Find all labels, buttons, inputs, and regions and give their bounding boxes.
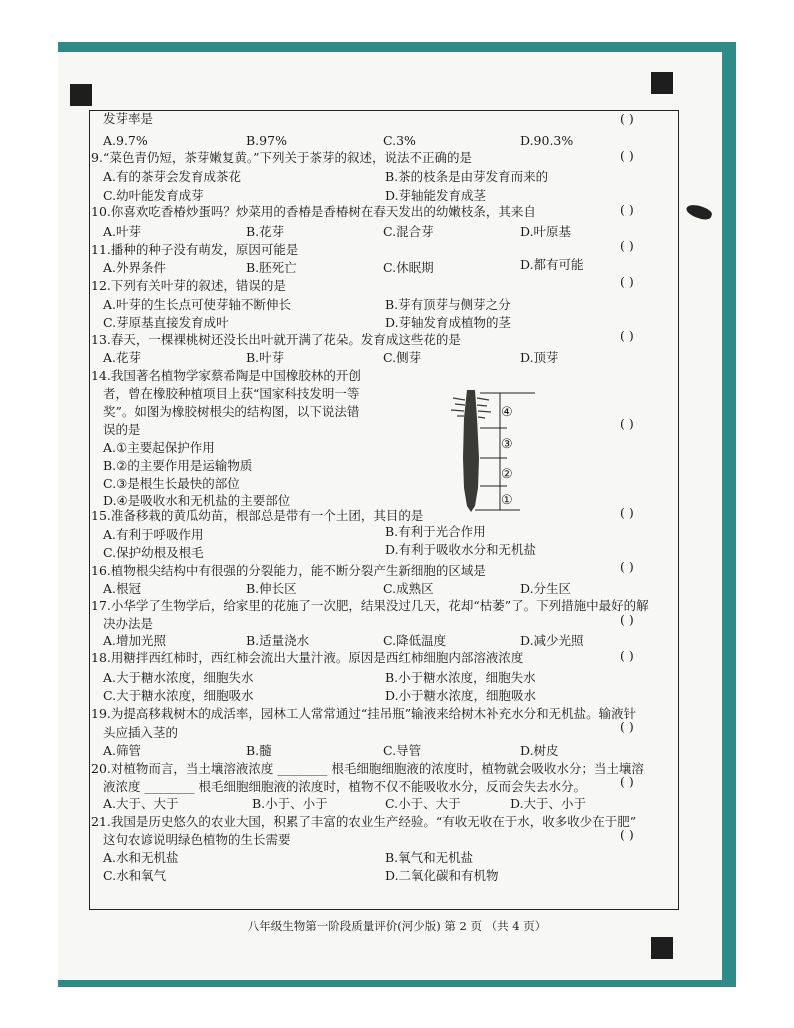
corner-marker-bottom-right bbox=[651, 937, 673, 959]
question-text-line: A.叶芽 bbox=[103, 224, 142, 239]
question-text-line: D.都有可能 bbox=[520, 257, 584, 272]
corner-marker-top-left bbox=[70, 84, 92, 106]
question-text-line: B.伸长区 bbox=[246, 581, 297, 596]
question-text-line: B.茶的枝条是由芽发育而来的 bbox=[385, 169, 549, 184]
question-text-line: D.大于、小于 bbox=[510, 796, 587, 811]
corner-marker-top-right bbox=[651, 72, 673, 94]
question-text-line: 11.播种的种子没有萌发，原因可能是 bbox=[91, 242, 299, 257]
question-text-line: 18.用糖拌西红柿时，西红柿会流出大量汁液。原因是西红柿细胞内部溶液浓度 bbox=[91, 650, 524, 665]
question-text-line: D.90.3% bbox=[520, 133, 574, 148]
answer-blank: ( ) bbox=[620, 827, 634, 842]
answer-blank: ( ) bbox=[620, 612, 634, 627]
question-text-line: C.休眠期 bbox=[383, 260, 434, 275]
question-text-line: 16.植物根尖结构中有很强的分裂能力，能不断分裂产生新细胞的区域是 bbox=[91, 563, 486, 578]
question-text-line: 19.为提高移栽树木的成活率，园林工人常常通过“挂吊瓶”输液来给树木补充水分和无机盐。输液针 bbox=[91, 706, 637, 721]
question-text-line: D.分生区 bbox=[520, 581, 572, 596]
question-text-line: D.减少光照 bbox=[520, 633, 584, 648]
question-text-line: D.小于糖水浓度，细胞吸水 bbox=[385, 688, 537, 703]
question-text-line: B.小于糖水浓度，细胞失水 bbox=[385, 670, 536, 685]
question-text-line: A.有利于呼吸作用 bbox=[103, 527, 204, 542]
answer-blank: ( ) bbox=[620, 111, 634, 126]
question-text-line: A.①主要起保护作用 bbox=[103, 440, 215, 455]
question-text-line: 10.你喜欢吃香椿炒蛋吗？炒菜用的香椿是香椿树在春天发出的幼嫩枝条，其来自 bbox=[91, 204, 536, 219]
question-text-line: B.有利于光合作用 bbox=[385, 524, 486, 539]
question-text-line: B.胚死亡 bbox=[246, 260, 297, 275]
question-text-line: B.氧气和无机盐 bbox=[385, 850, 474, 865]
root-tip-shape bbox=[463, 390, 479, 512]
question-text-line: 者，曾在橡胶种植项目上获“国家科技发明一等 bbox=[103, 386, 360, 401]
scan-border-right bbox=[722, 42, 736, 987]
question-text-line: 决办法是 bbox=[103, 616, 154, 631]
question-text-line: C.芽原基直接发育成叶 bbox=[103, 315, 229, 330]
question-text-line: A.大于糖水浓度，细胞失水 bbox=[103, 670, 254, 685]
answer-blank: ( ) bbox=[620, 238, 634, 253]
question-text-line: 13.春天，一棵裸桃树还没长出叶就开满了花朵。发育成这些花的是 bbox=[91, 332, 461, 347]
page-footer: 八年级生物第一阶段质量评价(河少版) 第 2 页 （共 4 页） bbox=[247, 919, 547, 933]
answer-blank: ( ) bbox=[620, 274, 634, 289]
answer-blank: ( ) bbox=[620, 148, 634, 163]
question-text-line: D.顶芽 bbox=[520, 350, 559, 365]
root-tip-diagram bbox=[445, 388, 555, 516]
question-text-line: 液浓度 ________ 根毛细胞细胞液的浓度时，植物不仅不能吸收水分，反而会失去水分。 bbox=[103, 779, 586, 794]
question-text-line: D.④是吸收水和无机盐的主要部位 bbox=[103, 493, 291, 508]
answer-blank: ( ) bbox=[620, 559, 634, 574]
question-text-line: A.根冠 bbox=[103, 581, 142, 596]
question-text-line: C.大于糖水浓度，细胞吸水 bbox=[103, 688, 254, 703]
answer-blank: ( ) bbox=[620, 648, 634, 663]
question-text-line: 误的是 bbox=[103, 422, 141, 437]
question-text-line: C.小于、大于 bbox=[385, 796, 461, 811]
question-text-line: A.9.7% bbox=[103, 133, 148, 148]
question-text-line: B.芽有顶芽与侧芽之分 bbox=[385, 297, 511, 312]
question-text-line: C.导管 bbox=[383, 743, 422, 758]
question-text-line: 15.准备移栽的黄瓜幼苗，根部总是带有一个土团，其目的是 bbox=[91, 508, 424, 523]
question-text-line: D.叶原基 bbox=[520, 224, 572, 239]
question-text-line: B.叶芽 bbox=[246, 350, 285, 365]
answer-blank: ( ) bbox=[620, 328, 634, 343]
question-text-line: B.花芽 bbox=[246, 224, 285, 239]
question-text-line: A.大于、大于 bbox=[103, 796, 179, 811]
question-text-line: 头应插入茎的 bbox=[103, 725, 179, 740]
question-text-line: A.水和无机盐 bbox=[103, 850, 179, 865]
question-text-line: C.混合芽 bbox=[383, 224, 434, 239]
answer-blank: ( ) bbox=[620, 202, 634, 217]
question-text-line: 12.下列有关叶芽的叙述，错误的是 bbox=[91, 278, 286, 293]
question-text-line: 21.我国是历史悠久的农业大国，积累了丰富的农业生产经验。“有收无收在于水，收多收少在于肥” bbox=[91, 814, 637, 829]
question-text-line: A.外界条件 bbox=[103, 260, 167, 275]
answer-blank: ( ) bbox=[620, 774, 634, 789]
question-text-line: B.髓 bbox=[246, 743, 272, 758]
question-text-line: 14.我国著名植物学家蔡希陶是中国橡胶林的开创 bbox=[91, 368, 361, 383]
question-text-line: C.侧芽 bbox=[383, 350, 422, 365]
question-text-line: A.有的茶芽会发育成茶花 bbox=[103, 169, 242, 184]
question-text-line: 20.对植物而言，当土壤溶液浓度 ________ 根毛细胞细胞液的浓度时，植物就会吸收水分；当土壤溶 bbox=[91, 761, 644, 776]
label-2: ② bbox=[501, 467, 513, 482]
question-text-line: C.保护幼根及根毛 bbox=[103, 545, 204, 560]
question-text-line: 9.“菜色青仍短，茶芽嫩复黄。”下列关于茶芽的叙述，说法不正确的是 bbox=[91, 150, 472, 165]
question-text-line: 这句农谚说明绿色植物的生长需要 bbox=[103, 832, 291, 847]
answer-blank: ( ) bbox=[620, 416, 634, 431]
question-text-line: C.水和氧气 bbox=[103, 868, 167, 883]
question-text-line: D.树皮 bbox=[520, 743, 559, 758]
question-text-line: 17.小华学了生物学后，给家里的花施了一次肥，结果没过几天，花却“枯萎”了。下列措施中最好的解 bbox=[91, 598, 649, 613]
question-text-line: A.叶芽的生长点可使芽轴不断伸长 bbox=[103, 297, 292, 312]
question-text-line: B.小于、小于 bbox=[252, 796, 328, 811]
question-text-line: 发芽率是 bbox=[103, 111, 154, 126]
label-1: ① bbox=[501, 493, 513, 508]
question-text-line: A.花芽 bbox=[103, 350, 142, 365]
question-text-line: 奖”。如图为橡胶树根尖的结构图，以下说法错 bbox=[103, 404, 360, 419]
label-3: ③ bbox=[501, 437, 513, 452]
question-text-line: B.97% bbox=[246, 133, 287, 148]
question-text-line: B.②的主要作用是运输物质 bbox=[103, 458, 253, 473]
scan-border-bottom bbox=[58, 980, 736, 987]
question-text-line: D.二氧化碳和有机物 bbox=[385, 868, 499, 883]
label-4: ④ bbox=[501, 405, 513, 420]
question-text-line: B.适量浇水 bbox=[246, 633, 310, 648]
question-text-line: A.增加光照 bbox=[103, 633, 167, 648]
question-text-line: C.3% bbox=[383, 133, 416, 148]
scan-border-top bbox=[58, 42, 736, 52]
question-text-line: D.有利于吸收水分和无机盐 bbox=[385, 542, 537, 557]
answer-blank: ( ) bbox=[620, 719, 634, 734]
question-text-line: A.筛管 bbox=[103, 743, 142, 758]
question-text-line: D.芽轴能发育成茎 bbox=[385, 188, 487, 203]
answer-blank: ( ) bbox=[620, 505, 634, 520]
question-text-line: C.降低温度 bbox=[383, 633, 447, 648]
question-text-line: C.成熟区 bbox=[383, 581, 434, 596]
question-text-line: C.③是根生长最快的部位 bbox=[103, 476, 240, 491]
question-text-line: D.芽轴发育成植物的茎 bbox=[385, 315, 512, 330]
question-text-line: C.幼叶能发育成芽 bbox=[103, 188, 204, 203]
